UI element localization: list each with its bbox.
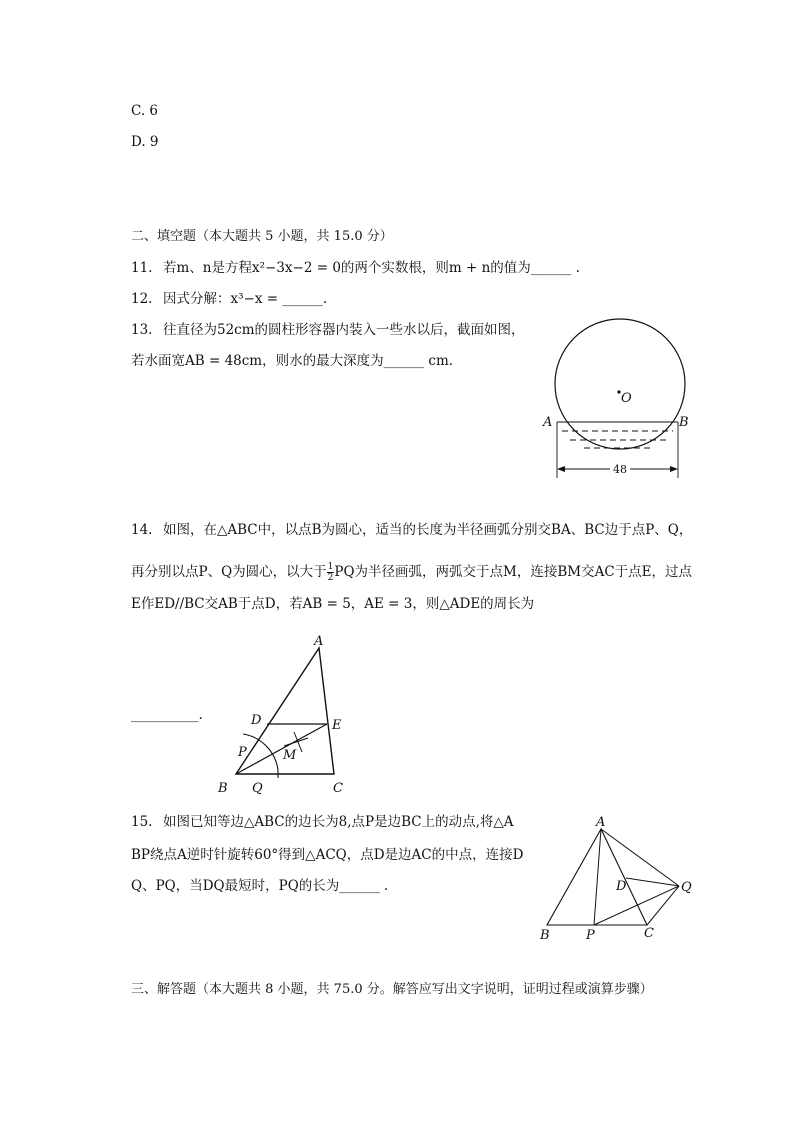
question-15-number: 15.	[131, 814, 153, 830]
label-m: M	[283, 748, 297, 763]
question-14-line-1: 如图，在△ABC中，以点B为圆心，适当的长度为半径画弧分别交BA、BC边于点P、Q，	[163, 522, 693, 538]
width-label-48: 48	[613, 463, 627, 476]
dimension-arrow-left	[557, 466, 565, 472]
label-d: D	[616, 879, 627, 894]
question-11-text: 若m、n是方程x²−3x−2 = 0的两个实数根，则m + n的值为______ .	[163, 260, 580, 276]
segment-ap	[594, 829, 601, 925]
fraction-numerator: 1	[327, 562, 334, 572]
question-13-circle-figure	[540, 318, 700, 486]
label-c: C	[644, 926, 654, 941]
container-circle	[555, 319, 685, 449]
label-a: A	[596, 815, 606, 830]
label-p: P	[586, 928, 595, 943]
option-d: D. 9	[131, 134, 159, 150]
question-13-line-2: 若水面宽AB = 48cm，则水的最大深度为______ cm.	[131, 353, 454, 369]
question-15-triangle-figure	[534, 812, 704, 946]
question-14-answer-blank: __________.	[131, 707, 203, 723]
segment-dq	[626, 878, 679, 886]
label-c: C	[333, 781, 343, 796]
question-15-line-3: Q、PQ，当DQ最短时，PQ的长为______ .	[131, 878, 389, 894]
label-b: B	[679, 415, 689, 430]
question-11-number: 11.	[131, 260, 153, 276]
label-p: P	[238, 745, 247, 760]
question-13-number: 13.	[131, 322, 153, 338]
label-b: B	[540, 928, 550, 943]
arc-cross-2	[284, 738, 308, 746]
label-q: Q	[252, 781, 263, 796]
section-heading-fill-in: 二、填空题（本大题共 5 小题，共 15.0 分）	[131, 229, 393, 244]
bisector-be	[236, 724, 327, 774]
fraction-denominator: 2	[327, 573, 334, 583]
question-12-text: 因式分解：x³−x = ______.	[163, 291, 328, 307]
label-a: A	[543, 415, 553, 430]
question-14-number: 14.	[131, 522, 153, 538]
segment-pq	[594, 886, 679, 925]
option-c: C. 6	[131, 103, 159, 119]
question-14-line-3: E作ED//BC交AB于点D，若AB = 5，AE = 3，则△ADE的周长为	[131, 596, 535, 612]
question-12-number: 12.	[131, 291, 153, 307]
question-14-line-2-pre: 再分别以点P、Q为圆心，以大于	[131, 564, 327, 580]
question-15-line-1: 如图已知等边△ABC的边长为8,点P是边BC上的动点,将△A	[163, 814, 514, 830]
label-b: B	[218, 781, 228, 796]
label-d: D	[251, 713, 262, 728]
question-13-line-1: 往直径为52cm的圆柱形容器内装入一些水以后，截面如图，	[163, 322, 525, 338]
label-e: E	[332, 718, 342, 733]
question-14-line-2-post: PQ为半径画弧，两弧交于点M，连接BM交AC于点E，过点	[334, 564, 693, 580]
label-o: O	[621, 391, 632, 406]
segment-aq	[601, 829, 679, 886]
question-14-triangle-figure	[210, 628, 360, 800]
section-heading-answer: 三、解答题（本大题共 8 小题，共 75.0 分。解答应写出文字说明，证明过程或演算步骤）	[131, 982, 653, 997]
segment-cq	[647, 886, 679, 925]
question-14-line-2	[131, 562, 692, 583]
label-q: Q	[681, 880, 692, 895]
label-a: A	[314, 634, 324, 649]
question-15-line-2: BP绕点A逆时针旋转60°得到△ACQ，点D是边AC的中点，连接D	[131, 847, 524, 863]
dimension-arrow-right	[670, 466, 678, 472]
